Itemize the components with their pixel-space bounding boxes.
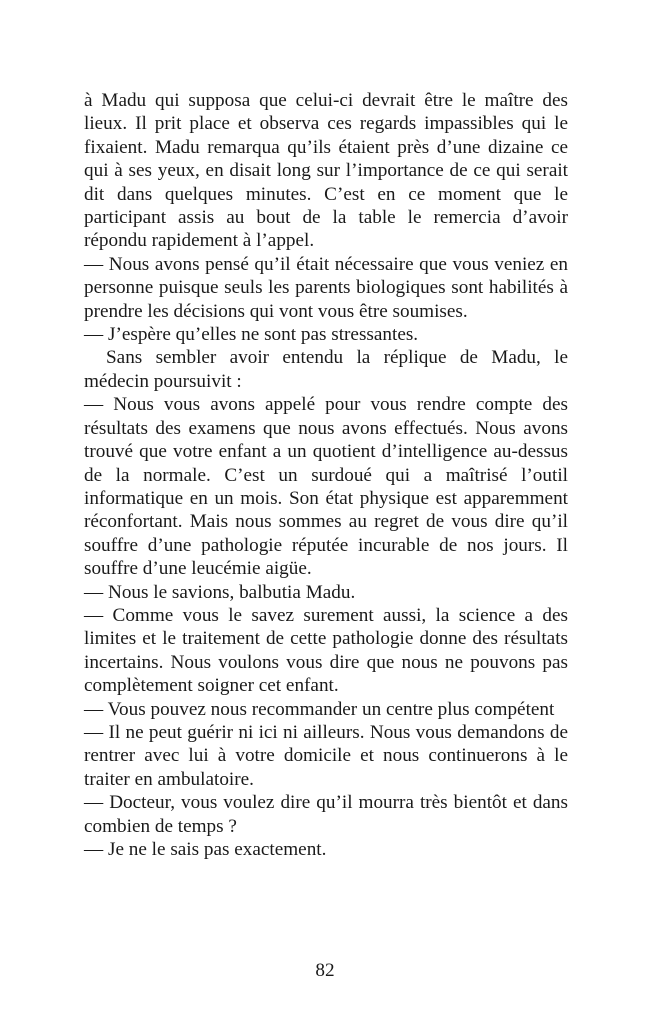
paragraph-dialogue-3: — Nous vous avons appelé pour vous rendre compte des résultats des examens que nous avons effectués. Nous avons trouvé que votre enfant a un quotient d’intelligence au-dessus de la normale. C’est un surdoué qui a maîtrisé l’outil informatique en un mois. Son état physique est apparemment réconfortant. Mais nous sommes au regret de vous dire qu’il souffre d’une pathologie réputée incurable de nos jours. Il souffre d’une leucémie aigüe. [84,394,568,580]
paragraph-dialogue-1: — Nous avons pensé qu’il était nécessaire que vous veniez en personne puisque seuls les parents biologiques sont habilités à prendre les décisions qui vont vous être soumises. [84,253,568,322]
paragraph-dialogue-4: — Nous le savions, balbutia Madu. [84,581,356,603]
paragraph-narration-1: à Madu qui supposa que celui-ci devrait être le maître des lieux. Il prit place et observa ces regards impassibles qui le fixaient. Madu remarqua qu’ils étaient près d’une dizaine ce qui à ses yeux, en disait long sur l’importance de ce qui serait dit dans quelques minutes. C’est en ce moment que le participant assis au bout de la table le remercia d’avoir répondu rapidement à l’appel. [84,90,568,252]
paragraph-narration-2: Sans sembler avoir entendu la réplique de Madu, le médecin poursuivit : [84,347,568,392]
paragraph-dialogue-9: — Je ne le sais pas exactement. [84,839,327,860]
paragraph-dialogue-7: — Il ne peut guérir ni ici ni ailleurs. Nous vous demandons de rentrer avec lui à votre domicile et nous continuerons à le traiter en ambulatoire. [84,721,568,790]
paragraph-dialogue-5: — Comme vous le savez surement aussi, la science a des limites et le traitement de cette pathologie donne des résultats incertains. Nous voulons vous dire que nous ne pouvons pas complètement soigner cet enfant. [84,604,568,697]
paragraph-dialogue-6: — Vous pouvez nous recommander un centre plus compétent [84,698,555,720]
paragraph-dialogue-8: — Docteur, vous voulez dire qu’il mourra très bientôt et dans combien de temps ? [84,792,568,837]
page-number: 82 [315,960,335,981]
body-text [84,89,568,861]
paragraph-dialogue-2: — J’espère qu’elles ne sont pas stressantes. [84,324,419,346]
